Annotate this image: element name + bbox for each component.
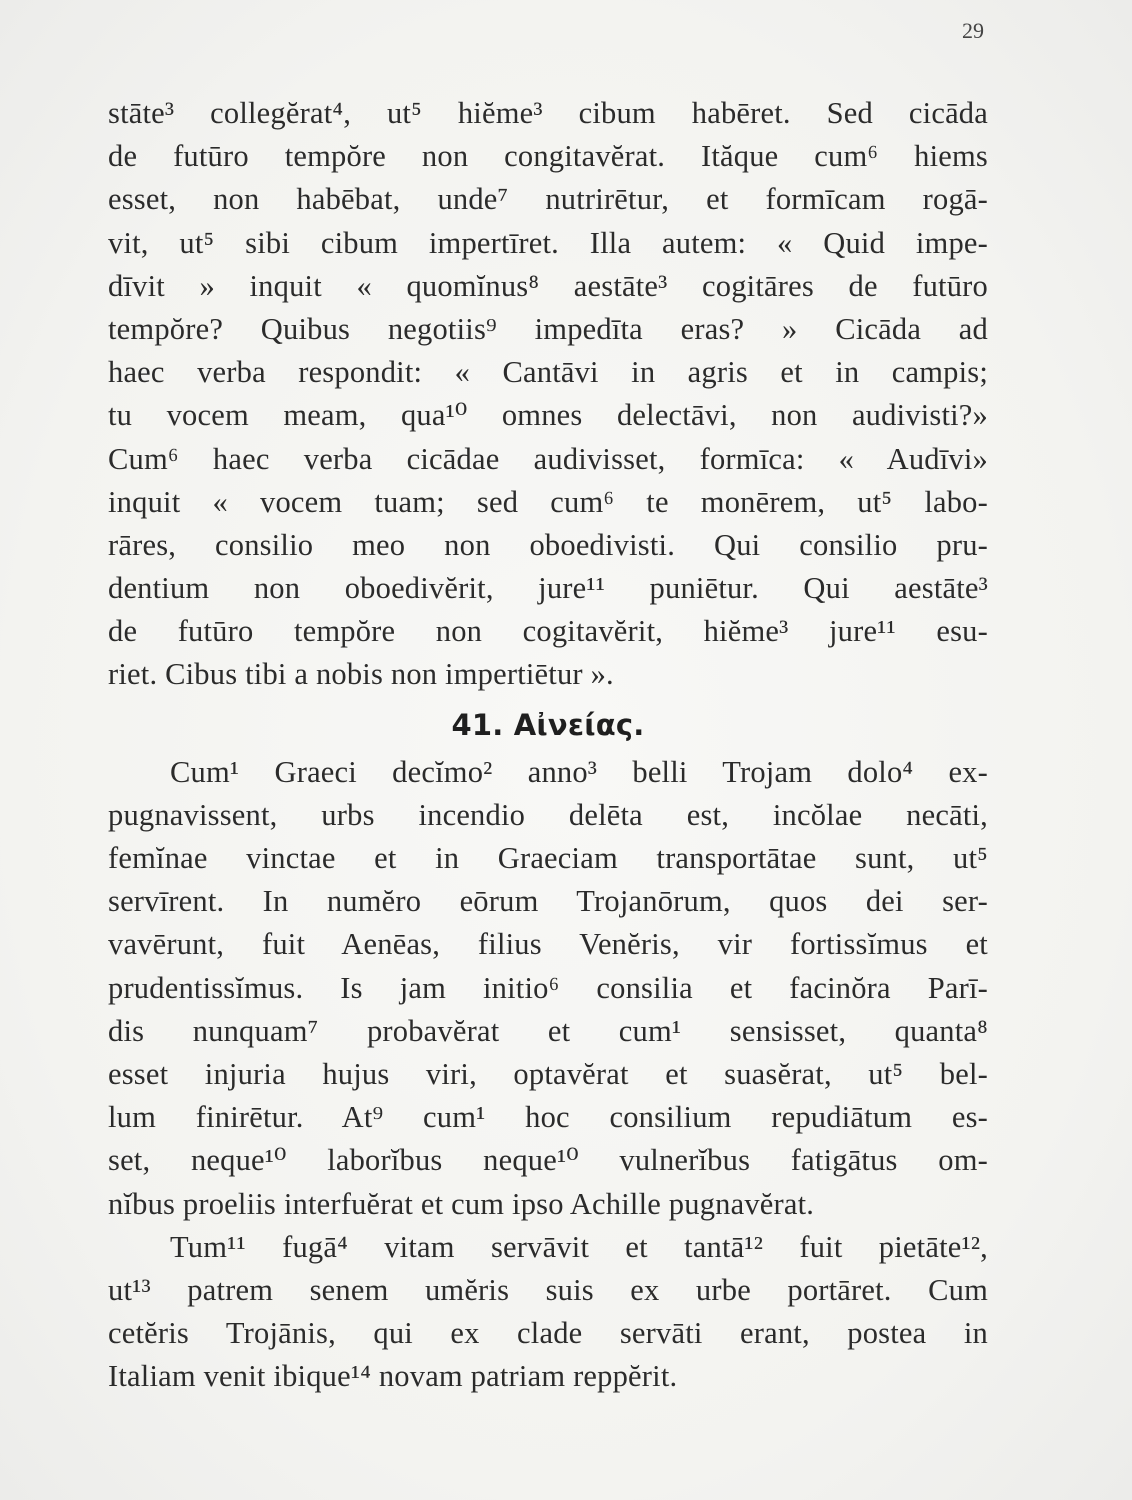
- text-line: de futūro tempŏre non cogitavĕrit, hiĕme³ jure¹¹ esu-: [108, 614, 988, 649]
- text-line: pugnavissent, urbs incendio delēta est, incŏlae necāti,: [108, 797, 988, 832]
- text-block: [108, 92, 988, 1398]
- text-line: ut¹³ patrem senem umĕris suis ex urbe portāret. Cum: [108, 1272, 988, 1307]
- text-line: de futūro tempŏre non congitavĕrat. Ităque cum⁶ hiems: [108, 139, 988, 174]
- text-line: prudentissĭmus. Is jam initio⁶ consilia et facinŏra Parī-: [108, 970, 988, 1005]
- text-line: nĭbus proeliis interfuĕrat et cum ipso Achille pugnavĕrat.: [108, 1186, 815, 1221]
- text-line: Cum⁶ haec verba cicādae audivisset, formīca: « Audīvi»: [108, 441, 988, 476]
- text-line: set, neque¹⁰ laborĭbus neque¹⁰ vulnerĭbus fatigātus om-: [108, 1143, 988, 1178]
- section-heading: 41. Αἰνείας.: [451, 707, 645, 742]
- paragraph-aeneas-flight: [108, 1226, 988, 1399]
- text-line: dīvit » inquit « quomĭnus⁸ aestāte³ cogitāres de futūro: [108, 268, 988, 303]
- paragraph-cicada-ant: [108, 92, 988, 697]
- text-line: tu vocem meam, qua¹⁰ omnes delectāvi, non audivisti?»: [108, 398, 988, 433]
- page-number: 29: [962, 18, 984, 43]
- text-line: vit, ut⁵ sibi cibum impertīret. Illa autem: « Quid impe-: [108, 225, 988, 260]
- text-line: stāte³ collegĕrat⁴, ut⁵ hiĕme³ cibum habēret. Sed cicāda: [108, 96, 988, 130]
- text-line: Italiam venit ibique¹⁴ novam patriam reppĕrit.: [108, 1359, 678, 1394]
- text-line: Tum¹¹ fugā⁴ vitam servāvit et tantā¹² fuit pietāte¹²,: [170, 1229, 988, 1264]
- text-line: esset, non habēbat, unde⁷ nutrirētur, et formīcam rogā-: [108, 182, 988, 217]
- text-line: lum finirētur. At⁹ cum¹ hoc consilium repudiātum es-: [108, 1100, 988, 1135]
- text-line: Cum¹ Graeci decĭmo² anno³ belli Trojam dolo⁴ ex-: [170, 754, 988, 789]
- text-line: haec verba respondit: « Cantāvi in agris et in campis;: [108, 355, 988, 390]
- text-line: dentium non oboedivĕrit, jure¹¹ puniētur. Qui aestāte³: [108, 571, 988, 606]
- text-line: dis nunquam⁷ probavĕrat et cum¹ sensisset, quanta⁸: [108, 1013, 988, 1048]
- text-line: cetĕris Trojānis, qui ex clade servāti erant, postea in: [108, 1316, 988, 1351]
- paragraph-aeneas: [108, 751, 988, 1226]
- text-line: vavērunt, fuit Aenēas, filius Venĕris, vir fortissĭmus et: [108, 927, 988, 962]
- text-line: esset injuria hujus viri, optavĕrat et suasĕrat, ut⁵ bel-: [108, 1056, 988, 1091]
- text-line: riet. Cibus tibi a nobis non impertiētur ».: [108, 657, 614, 692]
- text-line: tempŏre? Quibus negotiis⁹ impedīta eras? » Cicāda ad: [108, 311, 988, 346]
- text-line: femĭnae vinctae et in Graeciam transportātae sunt, ut⁵: [108, 841, 988, 875]
- text-line: inquit « vocem tuam; sed cum⁶ te monērem, ut⁵ labo-: [108, 484, 988, 519]
- text-line: rāres, consilio meo non oboedivisti. Qui consilio pru-: [108, 527, 988, 562]
- text-line: servīrent. In numĕro eōrum Trojanōrum, quos dei ser-: [108, 884, 988, 919]
